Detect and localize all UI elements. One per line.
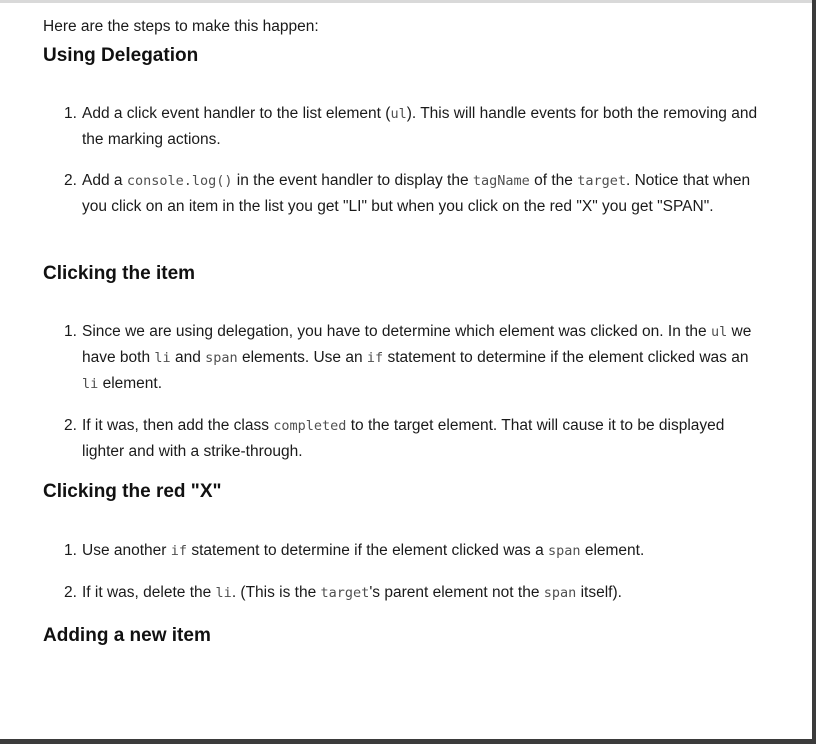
step-text: to the target element. That will cause it to be displayed lighter and with a strike-through. (82, 417, 725, 460)
inline-code: target (320, 585, 370, 601)
step-text: If it was, delete the (82, 584, 216, 601)
step-number: 1. (64, 323, 77, 340)
inline-code: completed (273, 418, 347, 434)
step-number: 1. (64, 105, 77, 122)
step-text: 's parent element not the (369, 584, 544, 601)
step-item (55, 168, 765, 219)
step-text: Use another (82, 542, 171, 559)
inline-code: span (548, 543, 581, 559)
step-text: statement to determine if the element clicked was a (187, 542, 548, 559)
step-text: and (170, 349, 206, 366)
step-item (55, 538, 765, 564)
step-text: If it was, then add the class (82, 417, 274, 434)
inline-code: span (543, 585, 577, 601)
step-number: 2. (64, 584, 77, 601)
steps-clicking-the-item (55, 319, 765, 480)
inline-code: li (82, 376, 99, 392)
step-text: . Notice that when you click on an item in the list you get "LI" but when you click on the red "X" you get "SPAN". (82, 172, 751, 215)
inline-code: target (577, 173, 626, 189)
step-text: . (This is the (231, 584, 321, 601)
heading-clicking-the-item: Clicking the item (43, 263, 196, 284)
step-text: element. (580, 542, 645, 559)
inline-code: console.log() (126, 173, 233, 189)
step-text: statement to determine if the element clicked was an (383, 349, 749, 366)
inline-code: ul (390, 106, 407, 122)
heading-using-delegation: Using Delegation (43, 45, 199, 66)
inline-code: tagName (472, 173, 530, 189)
inline-code: ul (710, 324, 728, 340)
step-item (55, 580, 765, 606)
step-number: 2. (64, 172, 77, 189)
step-item (55, 101, 765, 152)
heading-clicking-the-red-x: Clicking the red "X" (43, 481, 222, 502)
step-text: itself). (576, 584, 622, 601)
viewer-bottom-edge (0, 739, 816, 744)
heading-adding-a-new-item: Adding a new item (43, 625, 211, 646)
step-text: Add a click event handler to the list element ( (82, 105, 391, 122)
step-text: we have both (82, 323, 752, 366)
inline-code: li (215, 585, 232, 601)
viewer-right-edge (812, 0, 816, 744)
page-top-border (0, 0, 812, 3)
step-text: Since we are using delegation, you have to determine which element was clicked on. In the (82, 323, 711, 340)
step-number: 2. (64, 417, 77, 434)
step-item (55, 319, 765, 397)
step-text: Add a (82, 172, 127, 189)
step-text: in the event handler to display the (232, 172, 473, 189)
step-text: elements. Use an (237, 349, 367, 366)
intro-text: Here are the steps to make this happen: (43, 18, 319, 35)
inline-code: span (205, 350, 238, 366)
step-text: element. (98, 375, 163, 392)
step-text: ). This will handle events for both the removing and the marking actions. (82, 105, 758, 148)
inline-code: li (154, 350, 171, 366)
step-text: of the (529, 172, 578, 189)
steps-clicking-the-red-x (55, 538, 765, 622)
steps-using-delegation (55, 101, 765, 235)
inline-code: if (170, 543, 188, 559)
step-item (55, 413, 765, 464)
step-number: 1. (64, 542, 77, 559)
inline-code: if (366, 350, 384, 366)
